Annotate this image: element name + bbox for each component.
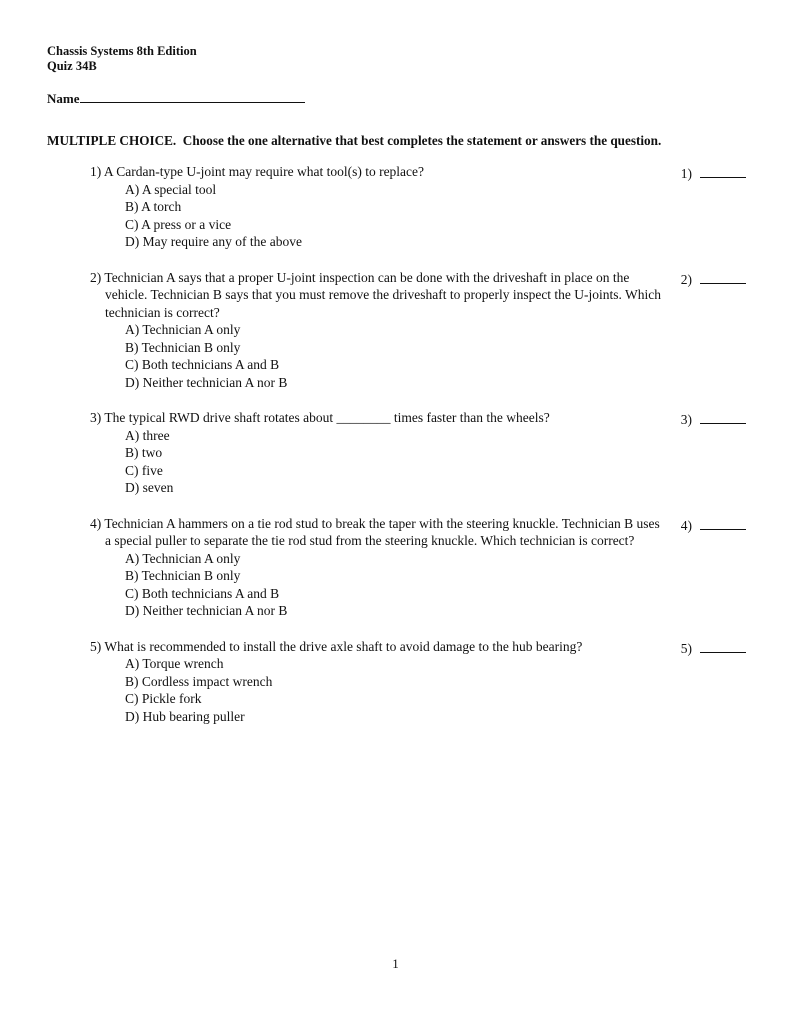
answer-area (674, 163, 746, 183)
option-b: B) Technician B only (125, 339, 241, 355)
question-text: A Cardan-type U-joint may require what tool(s) to replace? (103, 164, 425, 179)
option-a: A) Torque wrench (125, 656, 224, 671)
question-options (125, 655, 662, 725)
answer-area (674, 638, 746, 658)
option-a: A) three (125, 427, 170, 443)
question-text: The typical RWD drive shaft rotates about ________ times faster than the wheels? (104, 410, 550, 425)
question-4 (90, 515, 746, 620)
option-a: A) Technician A only (125, 550, 241, 566)
option-d: D) Hub bearing puller (125, 708, 245, 724)
option-b: B) two (125, 445, 163, 460)
question-text: What is recommended to install the drive axle shaft to avoid damage to the hub bearing? (104, 638, 583, 654)
answer-blank (700, 163, 746, 178)
question-number: 2) (90, 269, 102, 285)
document-title: Chassis Systems 8th Edition (47, 44, 197, 58)
question-options (125, 181, 662, 251)
option-d: D) May require any of the above (125, 234, 302, 249)
option-c: C) five (125, 462, 163, 478)
question-number: 1) (90, 164, 102, 179)
option-c: C) Both technicians A and B (125, 357, 280, 372)
question-5 (90, 638, 746, 726)
answer-number: 4) (680, 517, 692, 533)
question-stem (90, 163, 662, 181)
answer-blank (700, 515, 746, 530)
option-b: B) Cordless impact wrench (125, 673, 273, 689)
question-stem (90, 409, 662, 427)
answer-blank (700, 638, 746, 653)
question-options (125, 550, 662, 620)
question-stem (90, 269, 662, 322)
name-row (47, 88, 746, 107)
question-number: 5) (90, 638, 102, 654)
document-header (47, 44, 746, 74)
option-c: C) Pickle fork (125, 691, 202, 706)
option-c: C) Both technicians A and B (125, 585, 280, 601)
option-a: A) Technician A only (125, 322, 241, 337)
question-list (90, 163, 746, 725)
question-number: 3) (90, 410, 102, 425)
answer-area (674, 269, 746, 289)
option-b: B) Technician B only (125, 568, 241, 583)
answer-number: 3) (680, 412, 692, 427)
question-stem (90, 515, 662, 550)
question-options (125, 427, 662, 497)
answer-blank (700, 409, 746, 424)
answer-number: 5) (680, 640, 692, 656)
question-3 (90, 409, 746, 497)
page-number: 1 (392, 956, 399, 971)
question-2 (90, 269, 746, 392)
instructions: MULTIPLE CHOICE. Choose the one alternative that best completes the statement or answers the question. (47, 133, 662, 148)
name-label: Name (47, 91, 80, 106)
question-text: Technician A says that a proper U-joint inspection can be done with the driveshaft in place on the vehicle. Technician B says that you must remove the driveshaft to properly inspect the U-joints. Which technician is correct? (104, 269, 662, 320)
option-d: D) seven (125, 480, 174, 495)
question-text: Technician A hammers on a tie rod stud to break the taper with the steering knuckle. Technician B uses a special puller to separate the tie rod stud from the steering knuckle. Which technician is correct? (104, 515, 660, 548)
answer-area (674, 409, 746, 429)
option-d: D) Neither technician A nor B (125, 603, 288, 618)
name-blank-line (80, 88, 305, 103)
question-number: 4) (90, 515, 102, 531)
answer-area (674, 515, 746, 535)
option-d: D) Neither technician A nor B (125, 374, 288, 390)
option-c: C) A press or a vice (125, 216, 232, 232)
question-1 (90, 163, 746, 251)
answer-blank (700, 269, 746, 284)
answer-number: 2) (680, 271, 692, 287)
document-subtitle: Quiz 34B (47, 59, 97, 73)
answer-number: 1) (680, 166, 692, 181)
question-options (125, 321, 662, 391)
question-stem (90, 638, 662, 656)
option-a: A) A special tool (125, 181, 217, 197)
option-b: B) A torch (125, 199, 182, 214)
